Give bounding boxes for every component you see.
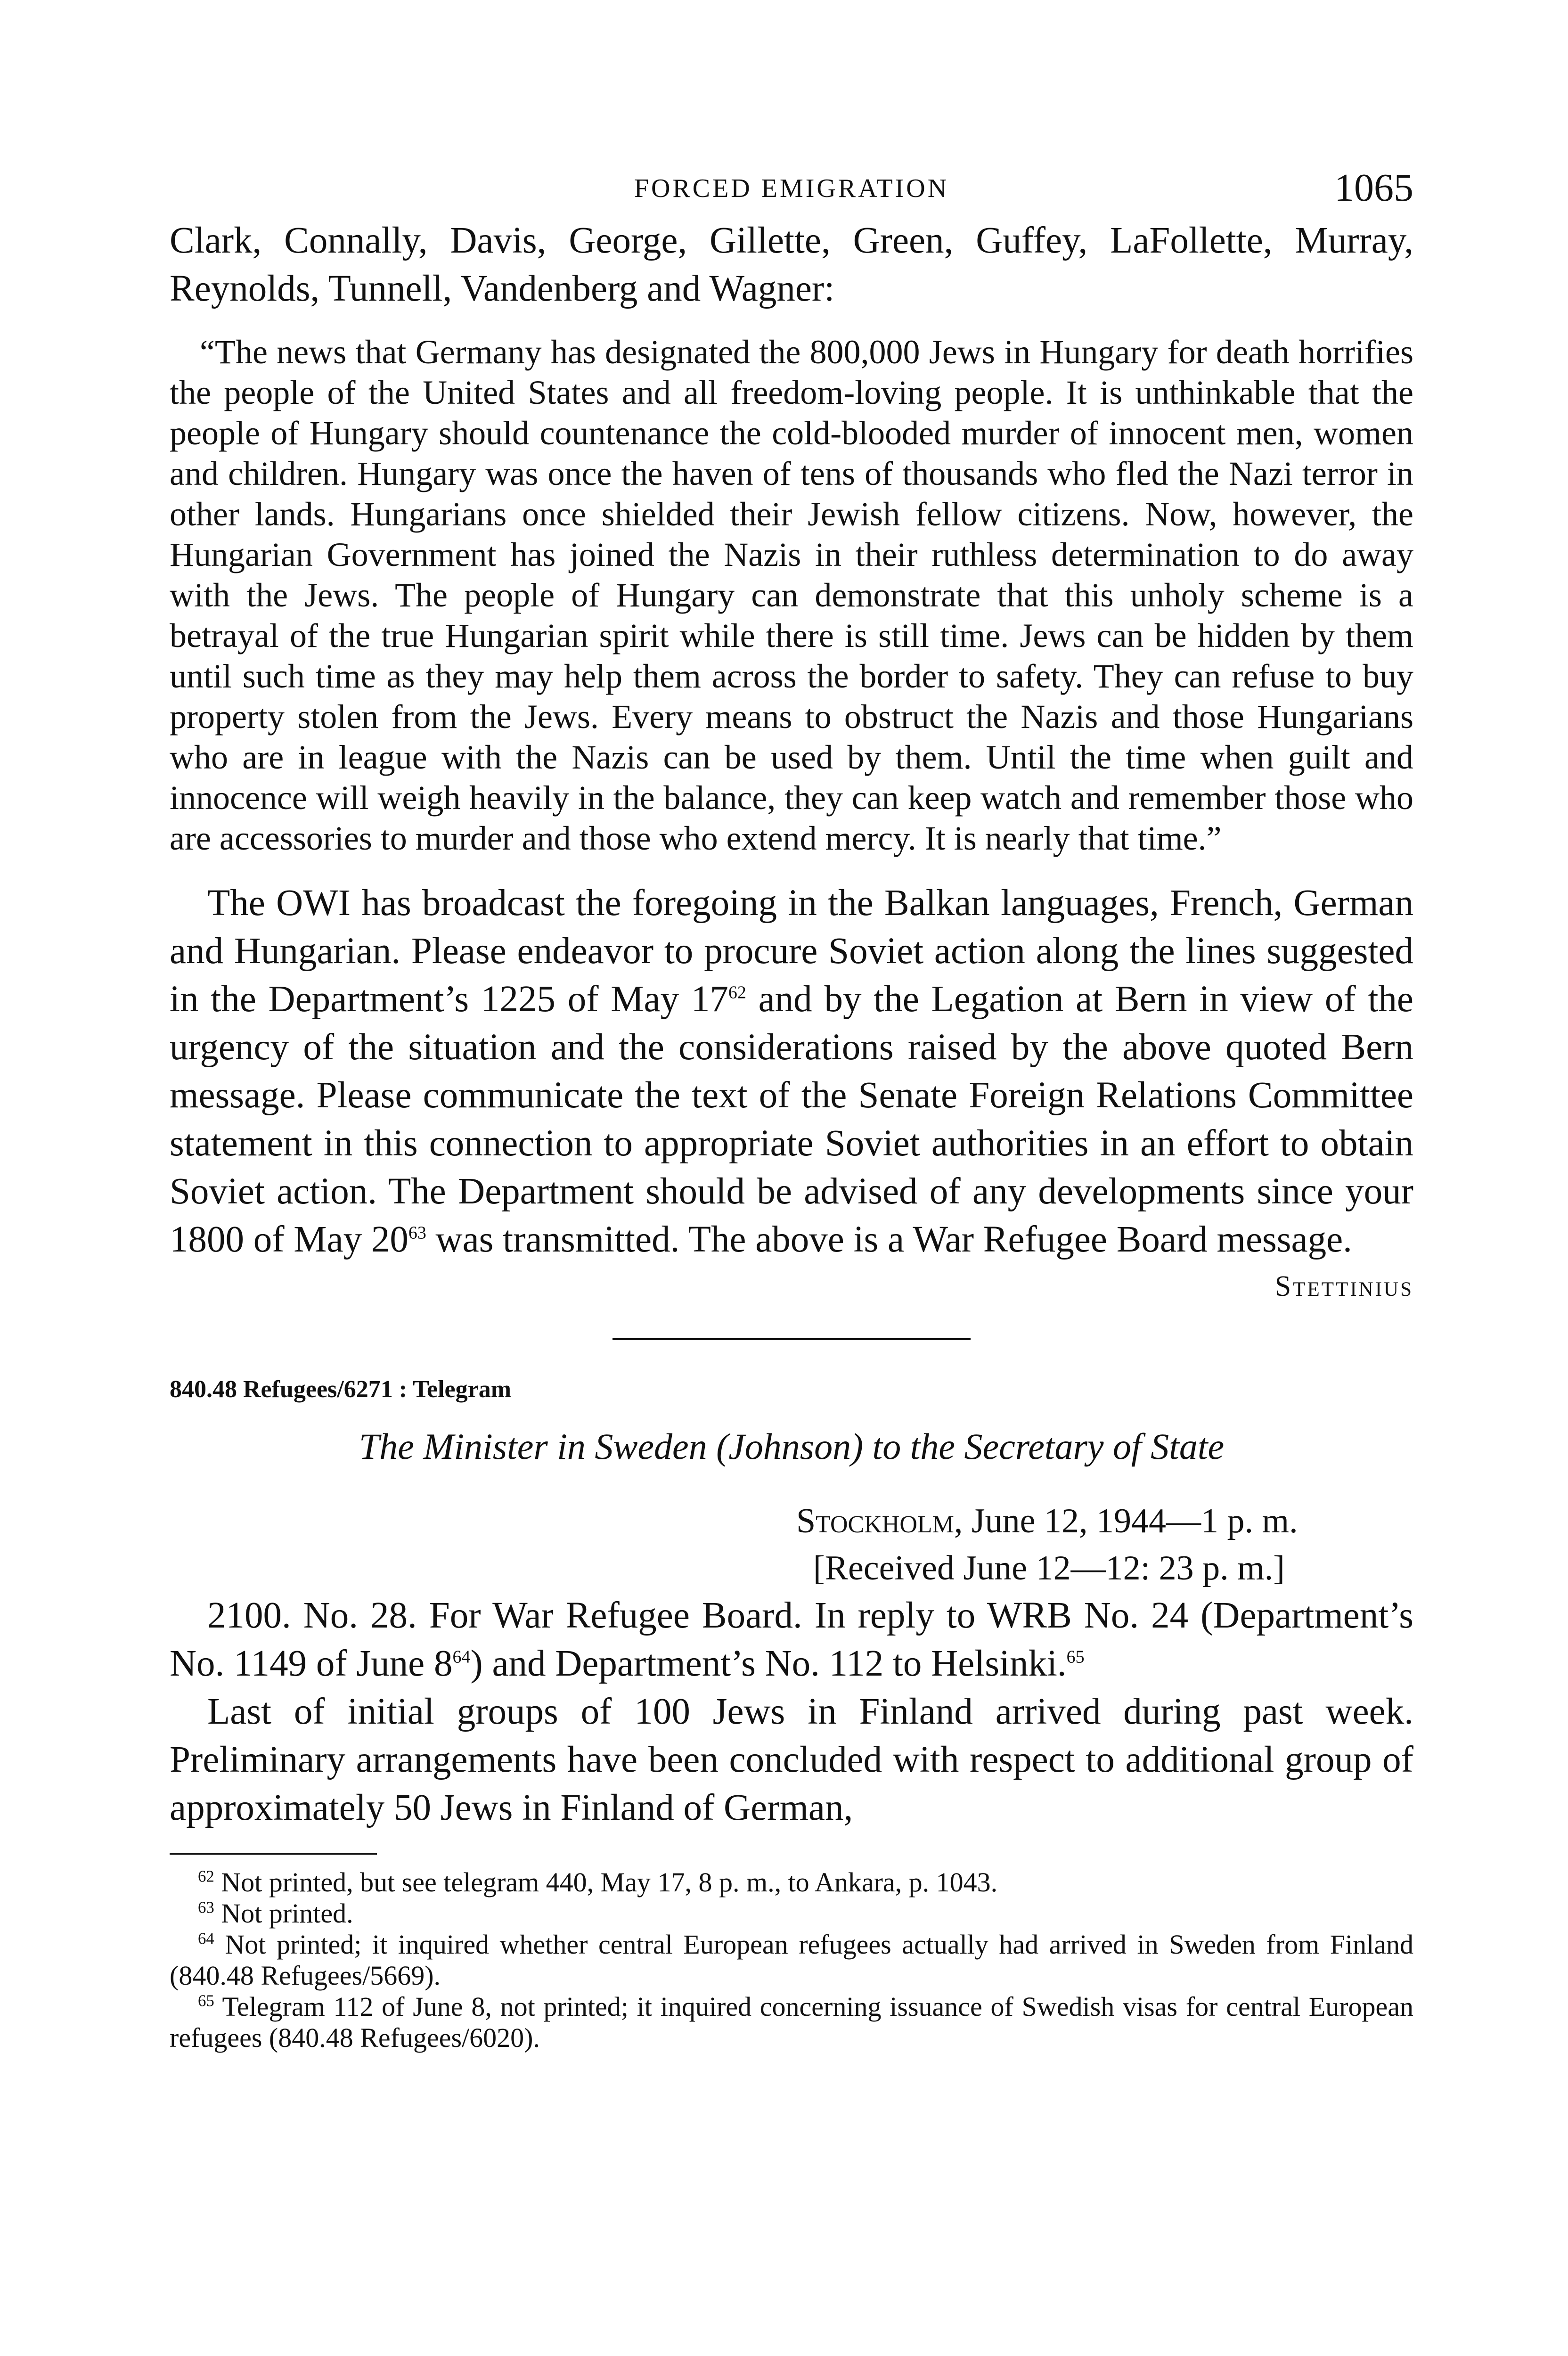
section-divider [612,1338,971,1340]
footnote-ref-62[interactable]: 62 [728,982,746,1003]
footnote-text: Not printed. [221,1898,353,1929]
intro-paragraph: Clark, Connally, Davis, George, Gillette, Green, Guffey, LaFollette, Murray, Reynolds, Tunnell, Vandenberg and Wagner: [170,220,1413,309]
footnote-number: 63 [198,1898,214,1917]
footnote-63 [170,1898,1413,1929]
footnote-65 [170,1991,1413,2053]
owi-text-2: and by the Legation at Bern in view of the urgency of the situation and the considerations raised by the above quoted Bern message. Please communicate the text of the Senate Foreign Relations Committee statement in this connection to appropriate Soviet authorities in an effort to obtain Soviet action. The Department should be advised of any developments since your 1800 of May 20 [170,979,1413,1260]
footnote-ref-63[interactable]: 63 [408,1223,426,1243]
running-header [170,165,1413,217]
footnote-number: 65 [198,1991,214,2010]
footnote-number: 64 [198,1929,214,1948]
telegram-paragraph-1 [170,1592,1413,1688]
footnotes [170,1867,1413,2053]
owi-text-1: The OWI has broadcast the foregoing in the Balkan languages, French, German and Hungarian. Please endeavor to procure Soviet action along the lines suggested in the Department’s 1225 of May 17 [170,883,1413,1020]
telegram-paragraph-2: Last of initial groups of 100 Jews in Finland arrived during past week. Preliminary arrangements have been concluded with respect to additional group of approximately 50 Jews in Finland of German, [170,1691,1413,1828]
telegram-text-2: ) and Department’s No. 112 to Helsinki. [470,1643,1067,1684]
footnote-ref-65[interactable]: 65 [1066,1647,1085,1667]
file-reference: 840.48 Refugees/6271 : Telegram [170,1376,512,1403]
dateline-place: Stockholm, [796,1502,963,1540]
footnote-text: Telegram 112 of June 8, not printed; it inquired concerning issuance of Swedish visas for central European refugees (840.48 Refugees/6020). [170,1991,1413,2053]
dateline [796,1497,1413,1592]
footnote-64 [170,1929,1413,1991]
signature: Stettinius [1274,1270,1413,1302]
received-line: [Received June 12—12: 23 p. m.] [813,1549,1285,1587]
footnote-text: Not printed, but see telegram 440, May 17, 8 p. m., to Ankara, p. 1043. [221,1867,998,1898]
document-title: The Minister in Sweden (Johnson) to the Secretary of State [359,1426,1225,1467]
document-page [170,165,1413,2053]
footnote-divider [170,1853,377,1855]
owi-paragraph [170,879,1413,1264]
footnote-text: Not printed; it inquired whether central European refugees actually had arrived in Sweden from Finland (840.48 Refugees/5669). [170,1929,1413,1991]
dateline-date: June 12, 1944—1 p. m. [963,1502,1298,1540]
footnote-62 [170,1867,1413,1898]
page-number: 1065 [1334,166,1413,210]
senate-statement-quote: “The news that Germany has designated the 800,000 Jews in Hungary for death horrifies the people of the United States and all freedom-loving people. It is unthinkable that the people of Hungary should countenance the cold-blooded murder of innocent men, women and children. Hungary was once the haven of tens of thousands who fled the Nazi terror in other lands. Hungarians once shielded their Jewish fellow citizens. Now, however, the Hungarian Government has joined the Nazis in their ruthless determination to do away with the Jews. The people of Hungary can demonstrate that this unholy scheme is a betrayal of the true Hungarian spirit while there is still time. Jews can be hidden by them until such time as they may help them across the border to safety. They can refuse to buy property stolen from the Jews. Every means to obstruct the Nazis and those Hungarians who are in league with the Nazis can be used by them. Until the time when guilt and innocence will weigh heavily in the balance, they can keep watch and remember those who are accessories to murder and those who extend mercy. It is nearly that time.” [170,333,1413,857]
running-title: FORCED EMIGRATION [634,174,949,203]
telegram-text-1: 2100. No. 28. For War Refugee Board. In reply to WRB No. 24 (Department’s No. 1149 of June 8 [170,1595,1413,1684]
owi-text-3: was transmitted. The above is a War Refugee Board message. [426,1219,1352,1260]
footnote-ref-64[interactable]: 64 [452,1647,471,1667]
footnote-number: 62 [198,1867,214,1886]
